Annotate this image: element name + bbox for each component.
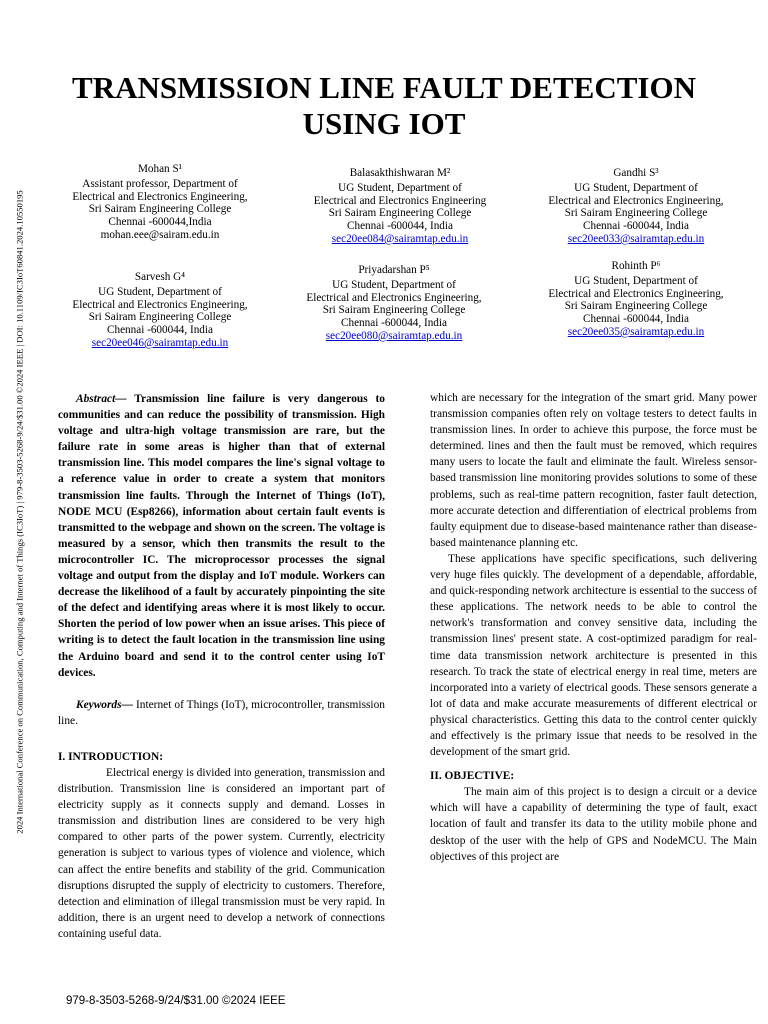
keywords-paragraph: [58, 697, 385, 729]
author-affiliation-line: Assistant professor, Department of: [82, 177, 238, 190]
author-affiliation-line: Sri Sairam Engineering College: [88, 203, 232, 216]
introduction-paragraph-continued: which are necessary for the integration of the smart grid. Many power transmission companies often rely on voltage testers to detect faults in transmission lines. In order to achieve this purpose, the force must be determined. lines and then the fault must be removed, which requires many users to locate the fault and eliminate the fault. Wireless sensor-based transmission line monitoring provides solutions to some of these problems, such as real-time pattern recognition, faster fault detection, more accurate detection and differentiation of electrical problems from faulty equipment due to disease-based maintenance rather than disease-based maintenance planning etc.: [430, 392, 757, 549]
introduction-paragraph: Electrical energy is divided into generation, transmission and distribution. Transmission line is considered an important part of electricity supply as it connects supply and demand. Losses in transmission and distribution lines are considered to be very high compared to other parts of the power system. Currently, electricity generation is subject to various types of violence and violence, which can affect the entire benefits and stability of the grid. Communication disruptions disrupted the supply of electricity to customers. Therefore, detection and elimination of illegal transmission must be very rapid. In addition, there is an urgent need to develop a network of connections containing useful data.: [58, 766, 385, 940]
author-affiliation-line: Chennai -600044, India: [583, 313, 689, 326]
author-affiliation-line: UG Student, Department of: [98, 285, 222, 298]
author-block-6: [516, 260, 756, 339]
right-column: [430, 390, 757, 865]
objective-heading: II. OBJECTIVE:: [430, 770, 515, 783]
author-affiliation-line: Chennai -600044, India: [583, 220, 689, 233]
side-citation-strip: [10, 0, 30, 1024]
author-affiliation-line: Sri Sairam Engineering College: [88, 311, 232, 324]
author-affiliation-line: Electrical and Electronics Engineering: [313, 194, 487, 207]
objective-paragraph: The main aim of this project is to design a circuit or a device which will have a capability of determining the type of fault, exact location of fault and transfer its data to the utility mobile phone and desktop of the user with the help of GPS and NodeMCU. The Main objectives of this project are: [430, 786, 757, 863]
keywords-body: Internet of Things (IoT), microcontroller, transmission line.: [58, 698, 385, 727]
author-email-link[interactable]: sec20ee084@sairamtap.edu.in: [331, 232, 469, 245]
abstract-paragraph: [58, 391, 385, 681]
author-name: Sarvesh G⁴: [134, 271, 186, 283]
author-name: Mohan S¹: [137, 163, 183, 175]
author-affiliation-line: Chennai -600044, India: [107, 324, 213, 337]
paper-title: [40, 70, 728, 142]
author-affiliation-line: Sri Sairam Engineering College: [564, 300, 708, 313]
introduction-paragraph-2: These applications have specific specifications, such delivering very huge files quickly. The development of a dependable, affordable, and quick-responding network architecture is essential to the success of these applications. The network needs to be able to control the network's transformation and convey sensitive data, including the transmission lines' present state. A cost-optimized paradigm for real-time data transmission network architecture is presented in this research. To track the state of electrical energy in real time, meters are incorporated into a variety of electrical goods. These sensors generate a lot of data and make accurate measurements of different electrical or physical characteristics. Getting this data to the control center quickly and effectively is the primary issue that needs to be resolved in the development of the smart grid.: [430, 552, 757, 759]
author-affiliation-line: Electrical and Electronics Engineering,: [306, 291, 482, 304]
author-email-link[interactable]: sec20ee046@sairamtap.edu.in: [91, 336, 229, 349]
author-affiliation-line: Electrical and Electronics Engineering,: [72, 190, 248, 203]
author-affiliation-line: Electrical and Electronics Engineering,: [548, 287, 724, 300]
title-line-1: TRANSMISSION LINE FAULT DETECTION: [72, 70, 696, 105]
author-block-1: [40, 163, 280, 242]
author-name: Gandhi S³: [613, 167, 659, 179]
author-name: Priyadarshan P⁵: [358, 264, 430, 276]
author-affiliation-line: Chennai -600044, India: [347, 220, 453, 233]
author-email-link[interactable]: sec20ee080@sairamtap.edu.in: [325, 329, 463, 342]
author-affiliation-line: UG Student, Department of: [338, 181, 462, 194]
author-affiliation-line: Electrical and Electronics Engineering,: [548, 194, 724, 207]
author-affiliation-line: Sri Sairam Engineering College: [328, 207, 472, 220]
abstract-body: Transmission line failure is very dangerous to communities and can reduce the possibility of transmission. High voltage and ultra-high voltage transmission are rare, but the failure rate in some areas is higher than that of external transmission line. This model compares the line's signal voltage to a reference value in order to create a system that monitors transmission line faults. Through the Internet of Things (IoT), NODE MCU (Esp8266), information about certain fault events is transmitted to the webpage and shown on the screen. The voltage is measured by a sensor, which then transmits the result to the microcontroller IC. The microprocessor processes the signal voltage and output from the display and IoT module. Workers can decrease the likelihood of a fault by accurately pinpointing the site of the defect and identifying areas where it is most likely to occur. Shorten the period of low power when an issue arises. This piece of writing is to detect the fault location in the transmission line using the Arduino board and send it to the control center using IoT devices.: [58, 393, 385, 679]
author-block-4: [40, 271, 280, 350]
keywords-heading: Keywords—: [76, 698, 133, 711]
author-affiliation-line: Chennai -600044, India: [341, 317, 447, 330]
author-name: Rohinth P⁶: [611, 260, 661, 272]
author-affiliation-line: Chennai -600044,India: [108, 216, 212, 229]
author-affiliation-line: Sri Sairam Engineering College: [322, 304, 466, 317]
author-affiliation-line: UG Student, Department of: [574, 274, 698, 287]
author-block-3: [516, 167, 756, 246]
author-email-link[interactable]: sec20ee033@sairamtap.edu.in: [567, 232, 705, 245]
author-name: Balasakthishwaran M²: [349, 167, 451, 179]
footer-copyright: 979-8-3503-5268-9/24/$31.00 ©2024 IEEE: [66, 995, 286, 1007]
author-affiliation-line: Sri Sairam Engineering College: [564, 207, 708, 220]
author-block-5: [274, 264, 514, 343]
abstract-heading: Abstract—: [76, 393, 127, 405]
title-line-2: USING IOT: [302, 106, 466, 141]
author-affiliation-line: Electrical and Electronics Engineering,: [72, 298, 248, 311]
side-citation-text: 2024 International Conference on Communication, Computing and Internet of Things (IC3IoT) | 979-8-3503-5268-9/24/$31.00 ©2024 IEEE | DOI: 10.1109/IC3IoT60841.2024.10550195: [15, 190, 26, 834]
left-column: [58, 391, 385, 942]
author-email-link[interactable]: sec20ee035@sairamtap.edu.in: [567, 325, 705, 338]
author-affiliation-line: UG Student, Department of: [574, 181, 698, 194]
author-email[interactable]: mohan.eee@sairam.edu.in: [100, 228, 220, 241]
introduction-heading: I. INTRODUCTION:: [58, 750, 164, 763]
author-affiliation-line: UG Student, Department of: [332, 278, 456, 291]
author-block-2: [280, 167, 520, 246]
